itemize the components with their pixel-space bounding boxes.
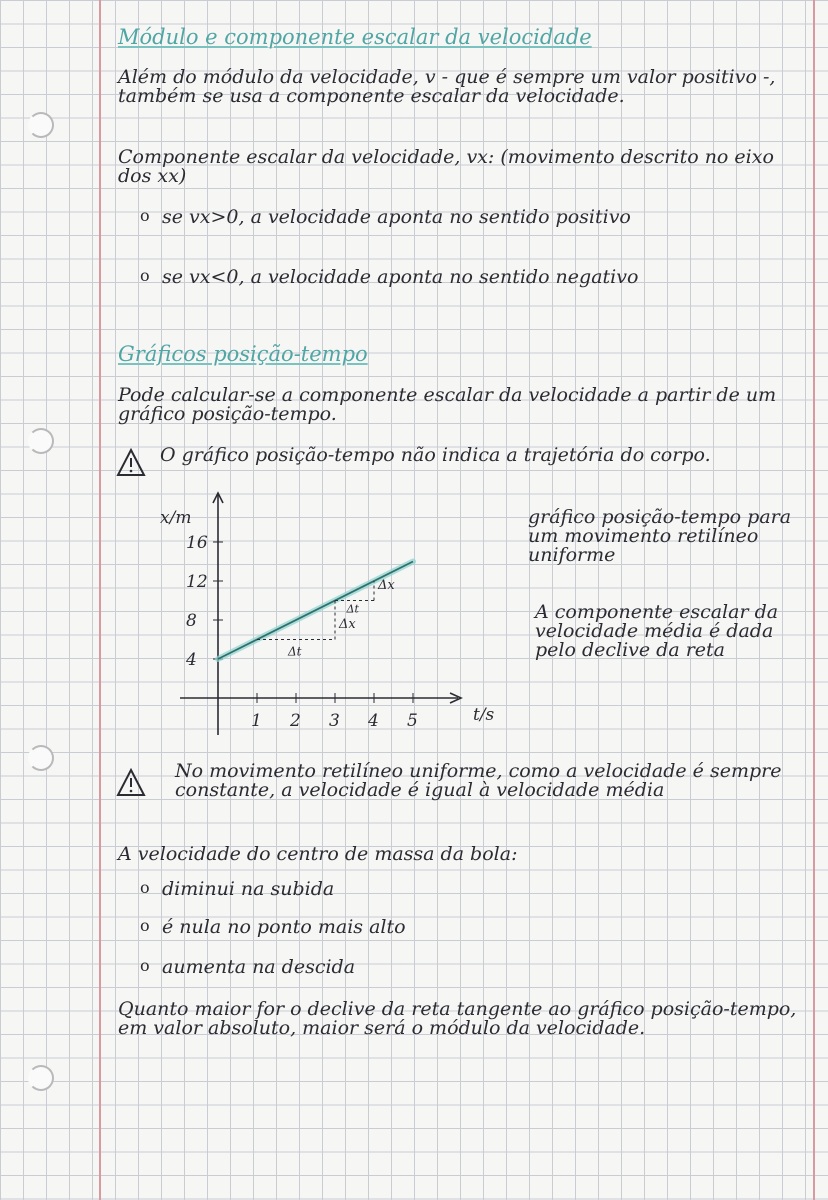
side-note: A componente escalar da velocidade média é dada pelo declive da reta (535, 601, 779, 661)
warning-text: O gráfico posição-tempo não indica a trajetória do corpo. (160, 444, 711, 466)
bullet-positive: o se vx>0, a velocidade aponta no sentido positivo (162, 208, 742, 227)
x-tick-label: 3 (329, 711, 340, 731)
ball-bullet: o diminui na subida (162, 880, 334, 899)
y-tick-label: 12 (186, 572, 208, 592)
section-title: Módulo e componente escalar da velocidade (118, 25, 592, 49)
ball-bullet: o aumenta na descida (162, 958, 355, 977)
binder-hole (28, 1065, 54, 1091)
y-tick-label: 16 (186, 533, 208, 553)
section-title: Gráficos posição-tempo (118, 342, 368, 366)
right-margin-line (813, 0, 815, 1200)
warning-text: No movimento retilíneo uniforme, como a velocidade é sempre constante, a velocidade é igual à velocidade média (175, 760, 782, 801)
ball-intro: A velocidade do centro de massa da bola: (118, 843, 518, 865)
binder-hole (28, 112, 54, 138)
delta-t-label: Δt (346, 602, 359, 616)
intro-text: Além do módulo da velocidade, v - que é sempre um valor positivo -, também se usa a componente escalar da velocidade. (118, 66, 776, 107)
y-axis-label: x/m (160, 508, 192, 528)
intro-text: Pode calcular-se a componente escalar da velocidade a partir de um gráfico posição-tempo. (118, 384, 777, 425)
bullet-negative: o se vx<0, a velocidade aponta no sentido negativo (162, 268, 752, 287)
delta-x-label: Δx (378, 577, 395, 593)
warning-icon (116, 768, 146, 798)
side-note: gráfico posição-tempo para um movimento retilíneo uniforme (528, 506, 792, 566)
series-line (218, 562, 413, 660)
binder-hole (28, 745, 54, 771)
y-tick-label: 4 (186, 650, 197, 670)
delta-t-label: Δt (288, 644, 302, 659)
left-margin-line (99, 0, 101, 1200)
warning-icon (116, 448, 146, 478)
ball-bullet: o é nula no ponto mais alto (162, 918, 406, 937)
delta-x-label: Δx (339, 617, 356, 632)
definition-text: Componente escalar da velocidade, vx: (movimento descrito no eixo dos xx) (118, 146, 774, 187)
position-time-chart (140, 490, 520, 740)
x-tick-label: 2 (290, 711, 301, 731)
x-axis-label: t/s (473, 705, 495, 725)
y-tick-label: 8 (186, 611, 197, 631)
conclusion-text: Quanto maior for o declive da reta tangente ao gráfico posição-tempo, em valor absoluto, maior será o módulo da velocidade. (118, 998, 797, 1039)
x-tick-label: 5 (407, 711, 418, 731)
x-tick-label: 1 (251, 711, 262, 731)
x-tick-label: 4 (368, 711, 379, 731)
binder-hole (28, 428, 54, 454)
